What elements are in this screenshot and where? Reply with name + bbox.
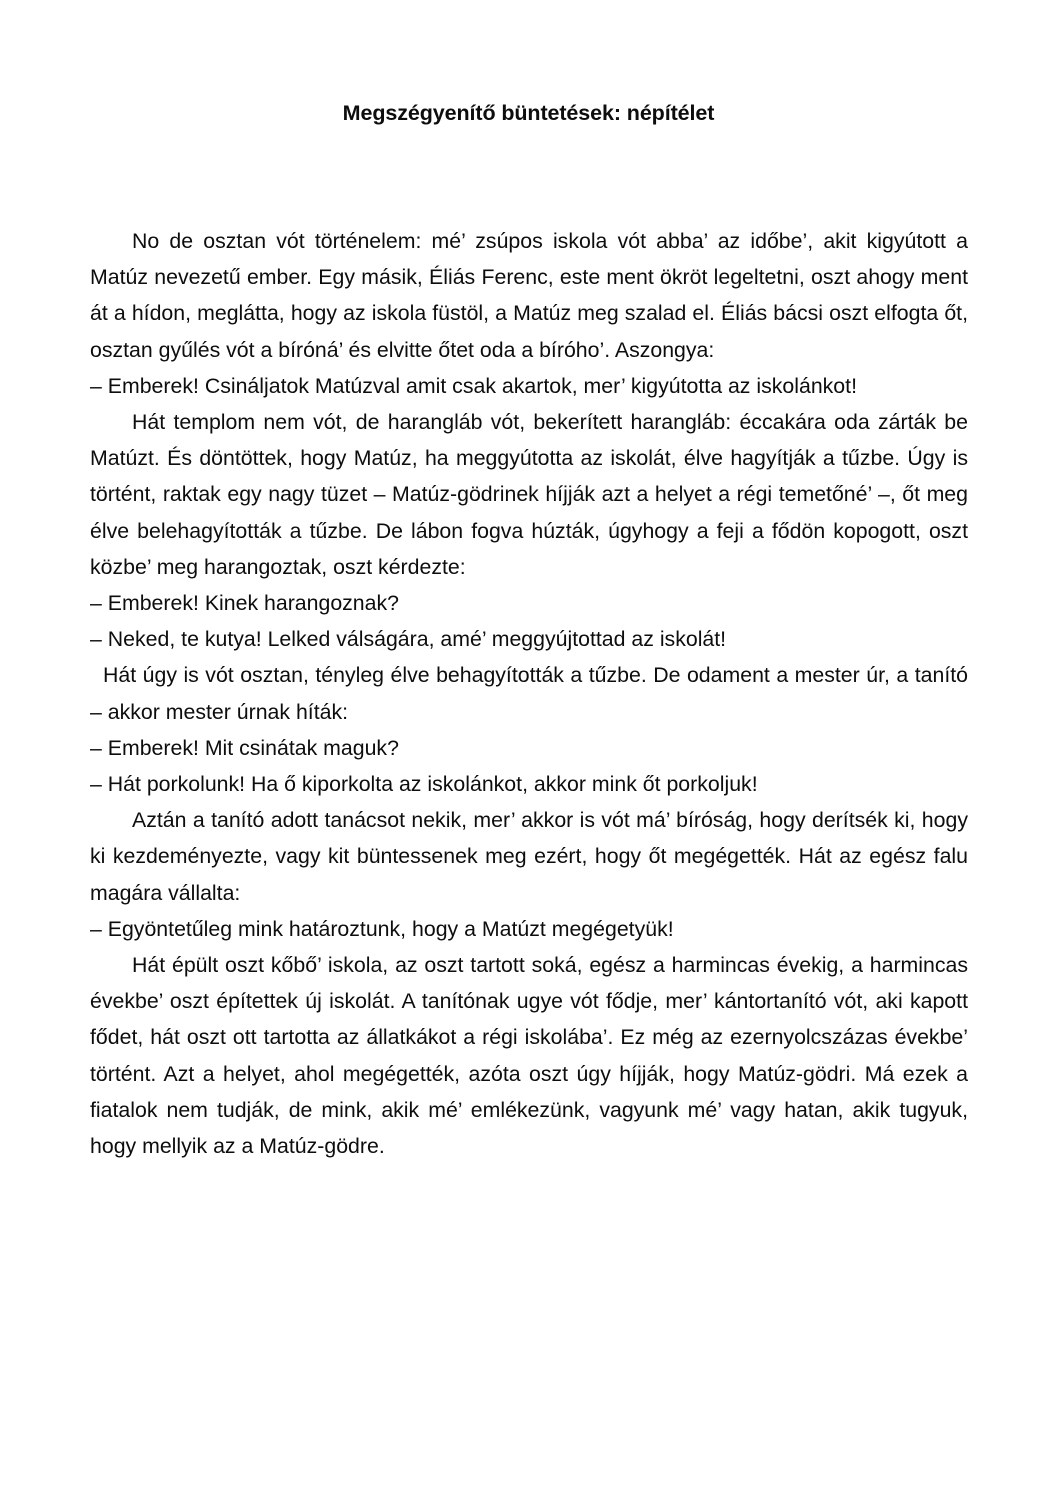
page-title: Megszégyenítő büntetések: népítélet xyxy=(342,101,715,126)
paragraph-mester-ur-narrative: Hát úgy is vót osztan, tényleg élve behagyították a tűzbe. De odament a mester úr, a tanító – akkor mester úrnak híták: xyxy=(90,663,968,724)
dialogue-line-egyontetuleg: – Egyöntetűleg mink határoztunk, hogy a Matúzt megégetyük! xyxy=(90,916,674,941)
document-body xyxy=(90,223,968,1164)
dialogue-line-emberek-csinaljatok: – Emberek! Csináljatok Matúzval amit csak akartok, mer’ kigyútotta az iskolánkot! xyxy=(90,373,857,398)
paragraph-closing-narrative: Hát épült oszt kőbő’ iskola, az oszt tartott soká, egész a harmincas évekig, a harmincas évekbe’ oszt építettek új iskolát. A tanítónak ugye vót fődje, mer’ kántortanító vót, aki kapott fődet, hát oszt ott tartotta az állatkákot a régi iskolába’. Ez még az ezernyolcszázas évekbe’ történt. Azt a helyet, ahol megégették, azóta oszt úgy híjják, hogy Matúz-gödri. Má ezek a fiatalok nem tudják, de mink, akik mé’ emlékezünk, vagyunk mé’ vagy hatan, akik tugyuk, hogy mellyik az a Matúz-gödre. xyxy=(90,953,968,1159)
dialogue-line-mit-csinatak-maguk: – Emberek! Mit csinátak maguk? xyxy=(90,735,399,760)
paragraph-harranglab-narrative: Hát templom nem vót, de harangláb vót, bekerített harangláb: éccakára oda zárták be Matúzt. És döntöttek, hogy Matúz, ha meggyútotta az iskolát, élve hagyítják a tűzbe. Úgy is történt, raktak egy nagy tüzet – Matúz-gödrinek híjják azt a helyet a régi temetőné’ –, őt meg élve belehagyították a tűzbe. De lábon fogva húzták, úgyhogy a feji a fődön kopogott, oszt közbe’ meg harangoztak, oszt kérdezte: xyxy=(90,410,968,579)
dialogue-line-hat-porkolunk: – Hát porkolunk! Ha ő kiporkolta az iskolánkot, akkor mink őt porkoljuk! xyxy=(90,772,758,797)
paragraph-tanito-tanacs-narrative: Aztán a tanító adott tanácsot nekik, mer’ akkor is vót má’ bíróság, hogy derítsék ki, hogy ki kezdeményezte, vagy kit büntessenek meg ezért, hogy őt megégették. Hát az egész falu magára vállalta: xyxy=(90,808,968,905)
paragraph-opening-narrative: No de osztan vót történelem: mé’ zsúpos iskola vót abba’ az időbe’, akit kigyútott a Matúz nevezetű ember. Egy másik, Éliás Ferenc, este ment ökröt legeltetni, oszt ahogy ment át a hídon, meglátta, hogy az iskola füstöl, a Matúz meg szalad el. Éliás bácsi oszt elfogta őt, osztan gyűlés vót a bíróná’ és elvitte őtet oda a bíróho’. Aszongya: xyxy=(90,229,968,362)
dialogue-line-kinek-harangoznak: – Emberek! Kinek harangoznak? xyxy=(90,591,399,616)
dialogue-line-neked-te-kutya: – Neked, te kutya! Lelked válságára, amé’ meggyújtottad az iskolát! xyxy=(90,627,727,652)
